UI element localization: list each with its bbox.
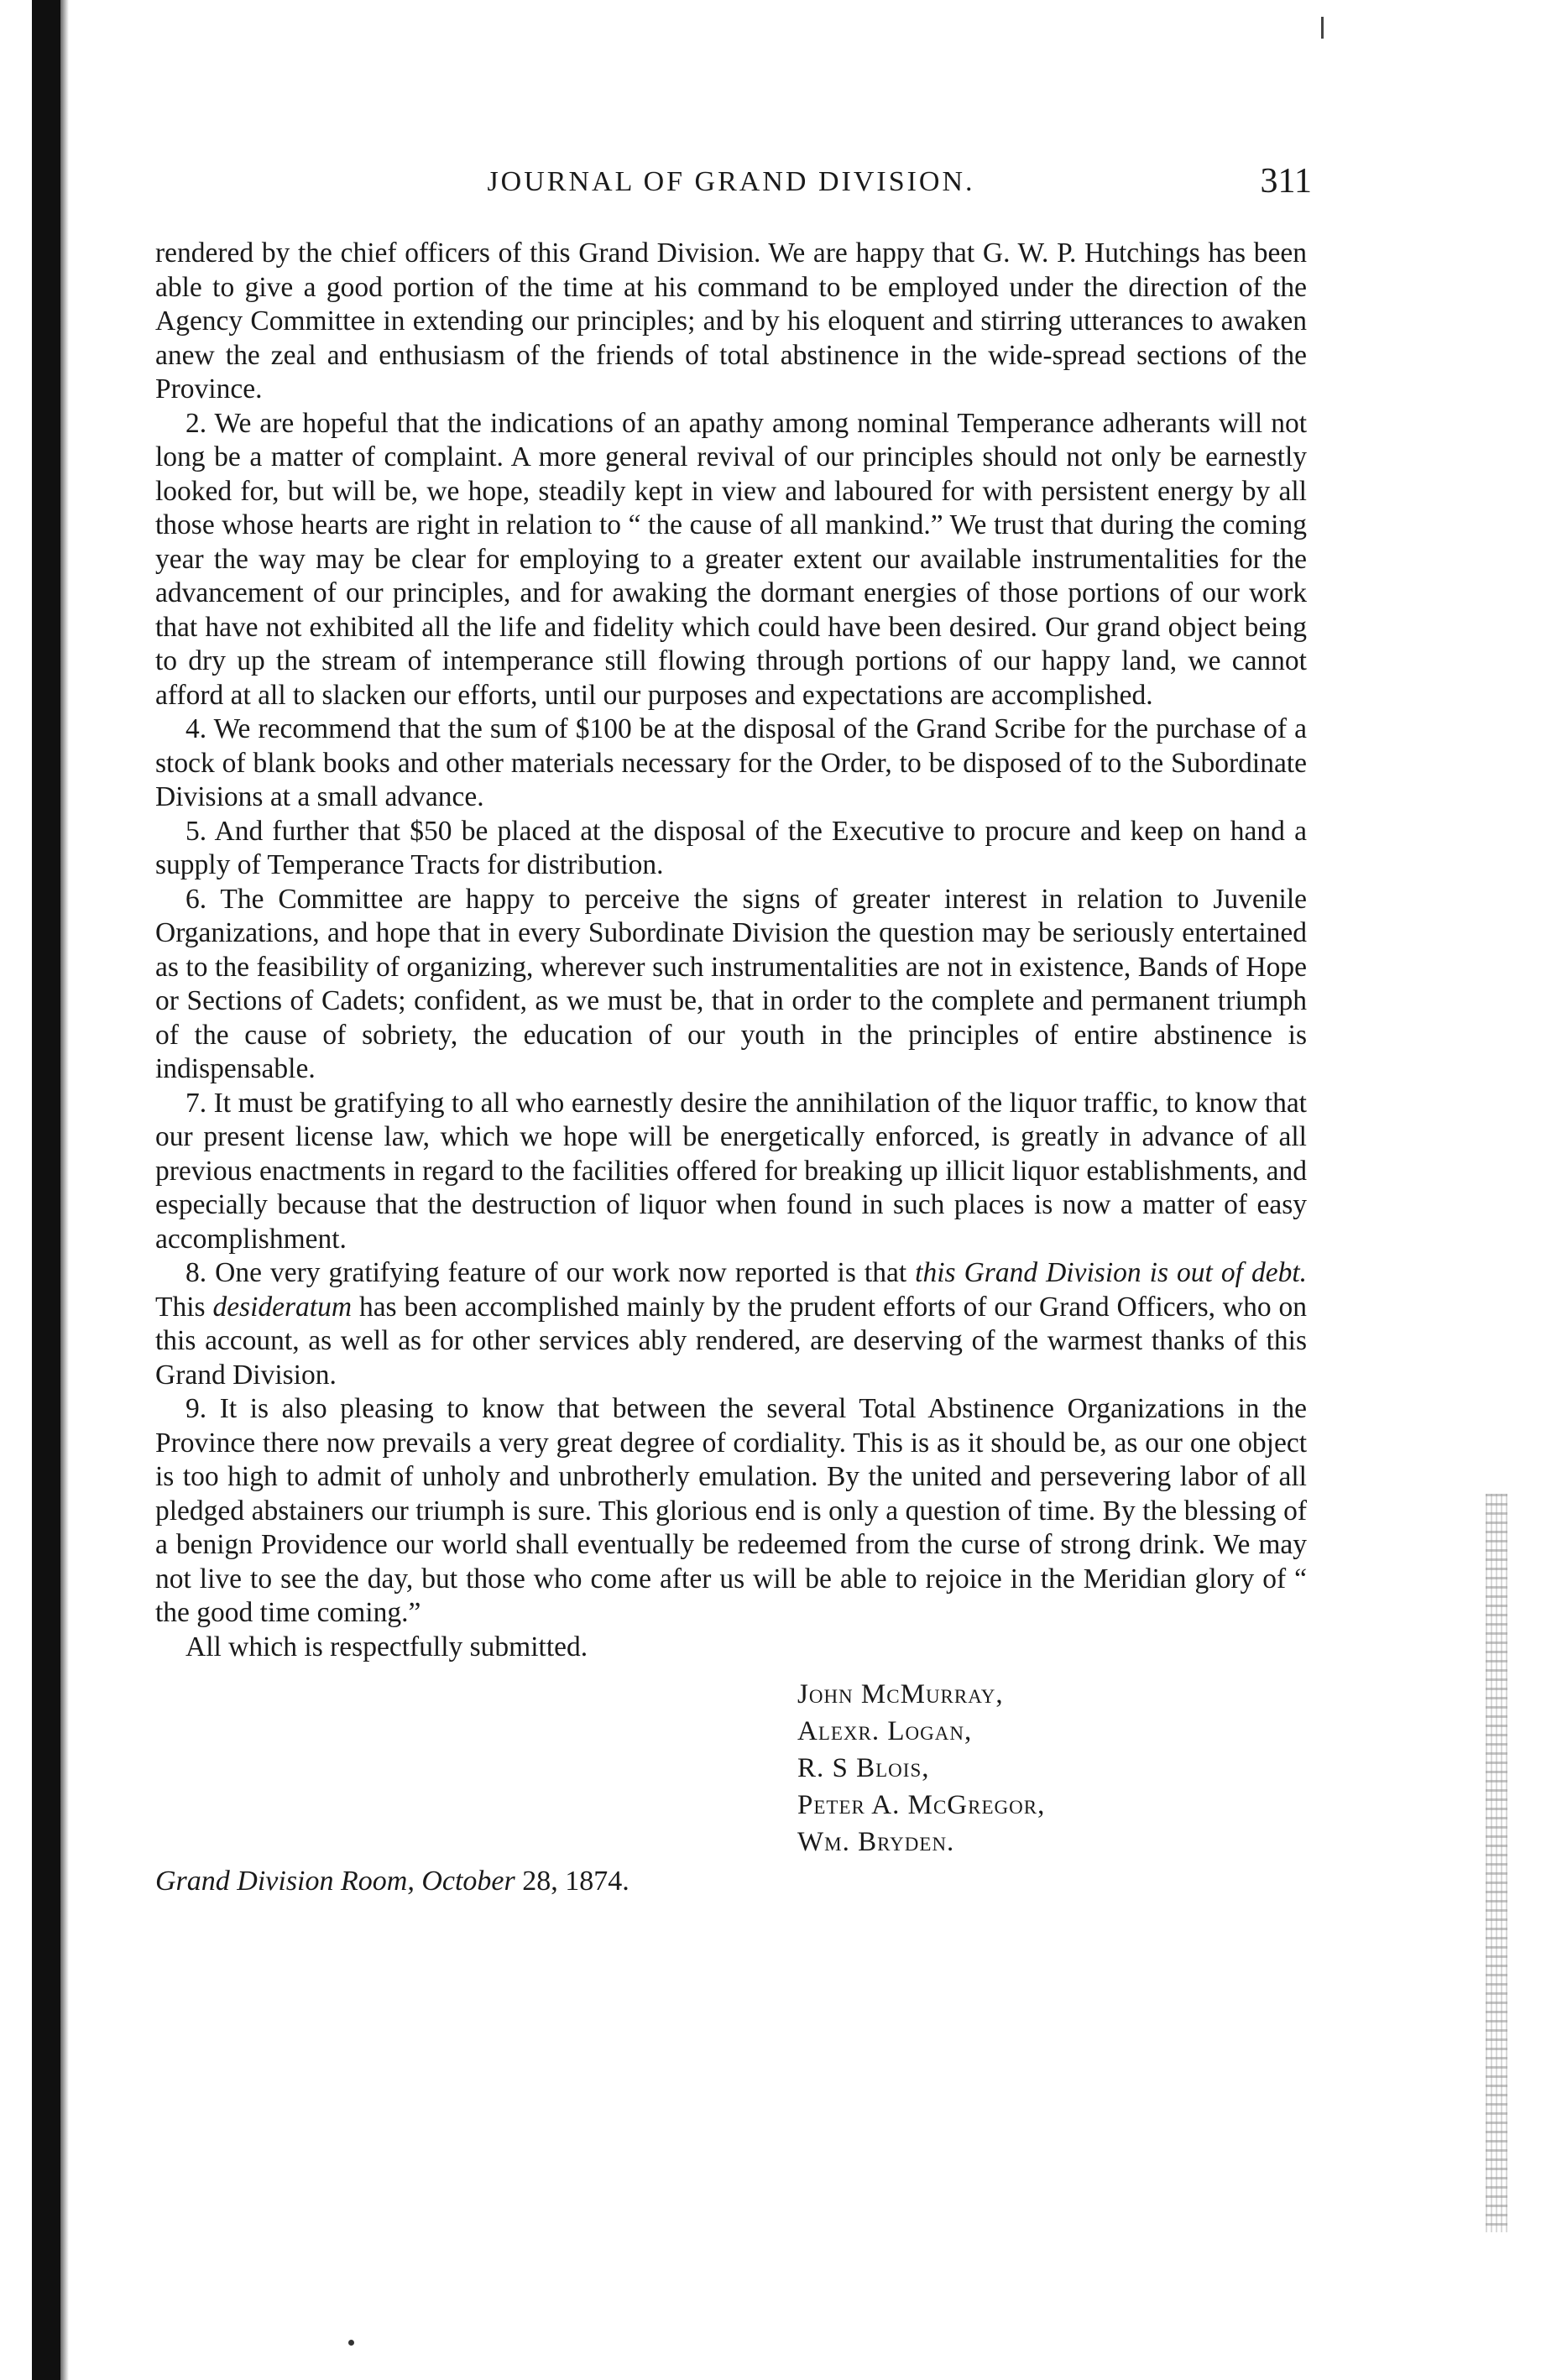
paragraph-8-emphasis-desideratum: desideratum <box>212 1291 353 1323</box>
signature-block <box>797 1676 1307 1861</box>
paragraph-8-tail: has been accomplished mainly by the prudent efforts of our Grand Officers, who on this account, as well as for other services ably rendered, are deserving of the warmest thanks of this Grand Division. <box>155 1291 1307 1391</box>
date-rest: 28, 1874. <box>515 1866 629 1897</box>
location-date-line <box>155 1866 1307 1897</box>
paragraph-9: 9. It is also pleasing to know that between the several Total Abstinence Organizations in the Province there now prevails a very great degree of cordiality. This is as it should be, as our one object is too high to admit of unholy and unbrotherly emulation. By the united and persevering labor of all pledged abstainers our triumph is sure. This glorious end is only a question of time. By the blessing of a benign Providence our world shall eventually be redeemed from the curse of strong drink. We may not live to see the day, but those who come after us will be able to rejoice in the Meridian glory of “ the good time coming.” <box>155 1393 1307 1628</box>
location: Grand Division Room, <box>155 1866 415 1897</box>
closing-line: All which is respectfully submitted. <box>185 1631 588 1662</box>
page-number: 311 <box>1260 162 1312 201</box>
paragraph-continuation: rendered by the chief officers of this Grand Division. We are happy that G. W. P. Hutchings has been able to give a good portion of the time at his command to be employed under the direction of the Agency Committee in extending our principles; and by his eloquent and stirring utterances to awaken anew the zeal and enthusiasm of the friends of total abstinence in the wide-spread sections of the Province. <box>155 237 1307 404</box>
journal-page <box>155 158 1312 1897</box>
scan-margin-noise <box>1486 1494 1507 2232</box>
paragraph-8-lead: 8. One very gratifying feature of our work now reported is that <box>185 1257 916 1288</box>
running-head <box>155 158 1312 208</box>
page-binding-edge <box>32 0 60 2380</box>
running-title: JOURNAL OF GRAND DIVISION. <box>487 166 975 197</box>
paragraph-2: 2. We are hopeful that the indications of an apathy among nominal Temperance adherants will not long be a matter of complaint. A more general revival of our principles should not only be earnestly looked for, but will be, we hope, steadily kept in view and laboured for with persistent energy by all those whose hearts are right in relation to “ the cause of all mankind.” We trust that during the coming year the way may be clear for employing to a greater extent our available instrumentalities for the advancement of our principles, and for awaking the dormant energies of those portions of our work that have not exhibited all the life and fidelity which could have been desired. Our grand object being to dry up the stream of intemperance still flowing through portions of our happy land, we cannot afford at all to slacken our efforts, until our purposes and expectations are accomplished. <box>155 407 1307 711</box>
scan-mark <box>1321 17 1324 39</box>
paragraph-4: 4. We recommend that the sum of $100 be at the disposal of the Grand Scribe for the purchase of a stock of blank books and other materials necessary for the Order, to be disposed of to the Subordinate Divisions at a small advance. <box>155 713 1307 812</box>
signatory: Peter A. McGregor, <box>797 1790 1046 1820</box>
paragraph-8-middle: This <box>155 1291 213 1323</box>
paragraph-7: 7. It must be gratifying to all who earnestly desire the annihilation of the liquor traffic, to know that our present license law, which we hope will be energetically enforced, is greatly in advance of all previous enactments in regard to the facilities offered for breaking up illicit liquor establishments, and especially because that the destruction of liquor when found in such places is now a matter of easy accomplishment. <box>155 1087 1307 1255</box>
paragraph-6: 6. The Committee are happy to perceive the signs of greater interest in relation to Juvenile Organizations, and hope that in every Subordinate Division the question may be seriously entertained as to the feasibility of organizing, wherever such instrumentalities are not in existence, Bands of Hope or Sections of Cadets; confident, as we must be, that in order to the complete and permanent triumph of the cause of sobriety, the education of our youth in the principles of entire abstinence is indispensable. <box>155 883 1307 1084</box>
date-month: October <box>421 1866 515 1897</box>
paragraph-5: 5. And further that $50 be placed at the disposal of the Executive to procure and keep on hand a supply of Temperance Tracts for distribution. <box>155 815 1307 880</box>
signatory: Alexr. Logan, <box>797 1716 973 1746</box>
report-body <box>155 237 1307 1664</box>
scan-dot <box>348 2340 354 2346</box>
signatory: Wm. Bryden. <box>797 1827 955 1857</box>
paragraph-8-emphasis-debt: this Grand Division is out of debt. <box>915 1257 1308 1288</box>
paragraph-8 <box>155 1256 1307 1392</box>
signatory: John McMurray, <box>797 1679 1004 1709</box>
signatory: R. S Blois, <box>797 1753 930 1783</box>
